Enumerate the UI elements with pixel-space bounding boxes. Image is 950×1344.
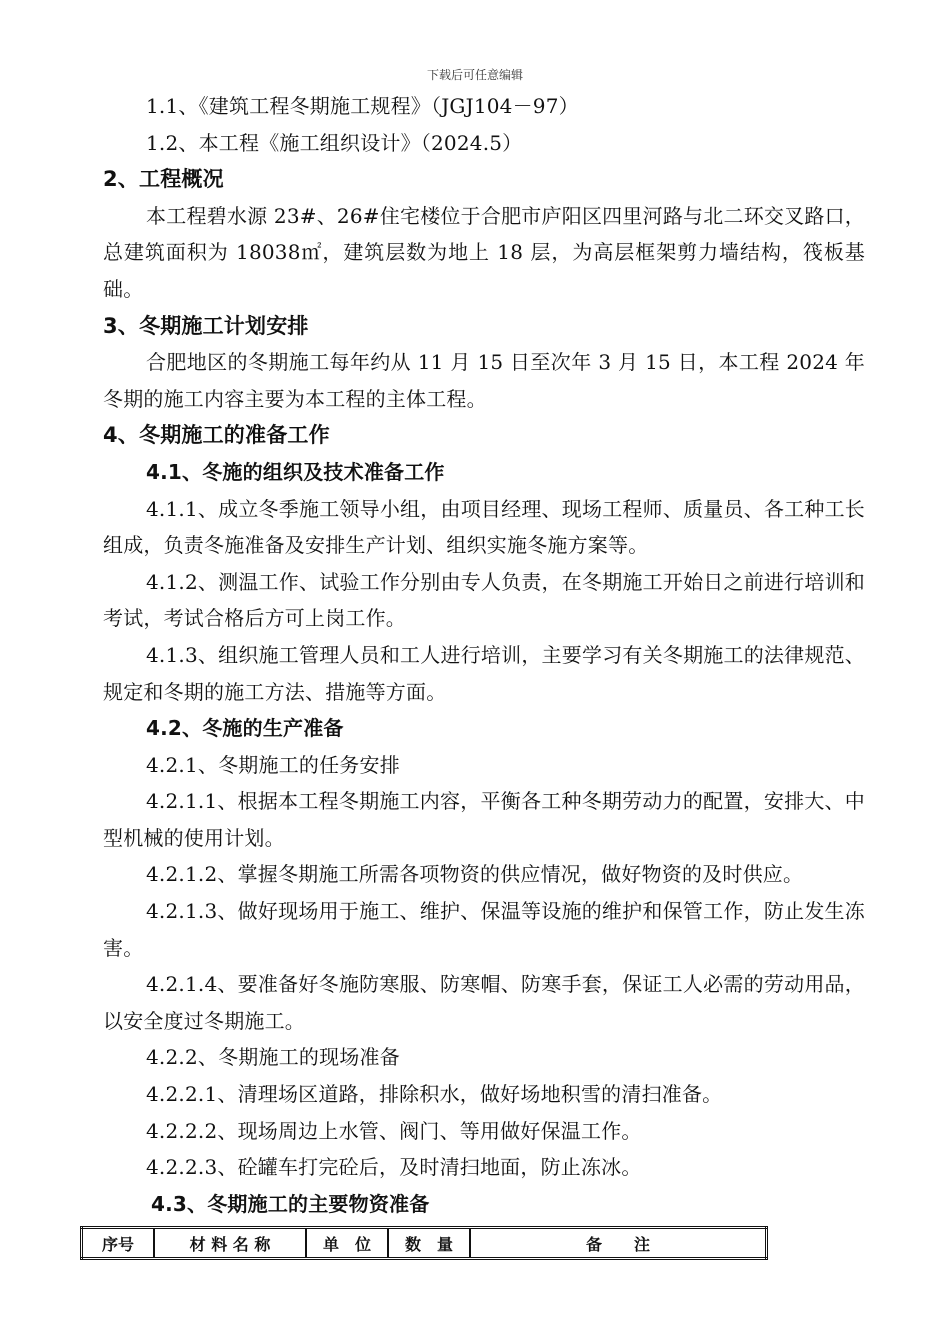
header-serial-number: 序号	[82, 1228, 155, 1259]
header-quantity: 数 量	[388, 1228, 470, 1259]
page-header: 下载后可任意编辑	[426, 68, 523, 82]
section-4-1-title: 4.1、冬施的组织及技术准备工作	[146, 459, 445, 484]
section-2-title: 2、工程概况	[103, 167, 224, 192]
reference-1-2: 1.2、本工程《施工组织设计》（2024.5）	[146, 130, 523, 155]
paragraph-4-2-2-3: 4.2.2.3、砼罐车打完砼后，及时清扫地面，防止冻冰。	[146, 1155, 642, 1180]
paragraph-4-2-1-3: 4.2.1.3、做好现场用于施工、维护、保温等设施的维护和保管工作，防止发生冻害。	[103, 899, 865, 960]
reference-1-1: 1.1、《建筑工程冬期施工规程》（JGJ104－97）	[146, 94, 579, 118]
paragraph-4-1-1: 4.1.1、成立冬季施工领导小组，由项目经理、现场工程师、质量员、各工种工长组成，负责冬施准备及安排生产计划、组织实施冬施方案等。	[103, 496, 865, 558]
table-header-row	[82, 1228, 767, 1259]
section-4-3-title: 4.3、冬期施工的主要物资准备	[151, 1191, 430, 1216]
header-material-name: 材 料 名 称	[154, 1228, 306, 1259]
section-2-paragraph: 本工程碧水源 23#、26#住宅楼位于合肥市庐阳区四里河路与北二环交叉路口，总建筑面积为 18038㎡，建筑层数为地上 18 层，为高层框架剪力墙结构，筏板基础。	[103, 203, 865, 301]
header-remarks: 备 注	[470, 1228, 767, 1259]
paragraph-4-1-3: 4.1.3、组织施工管理人员和工人进行培训，主要学习有关冬期施工的法律规范、规定和冬期的施工方法、措施等方面。	[103, 642, 865, 704]
paragraph-4-2-1-2: 4.2.1.2、掌握冬期施工所需各项物资的供应情况，做好物资的及时供应。	[146, 862, 804, 887]
paragraph-4-2-2: 4.2.2、冬期施工的现场准备	[146, 1045, 400, 1070]
paragraph-4-2-1-1: 4.2.1.1、根据本工程冬期施工内容，平衡各工种冬期劳动力的配置，安排大、中型机械的使用计划。	[103, 789, 865, 850]
section-3-title: 3、冬期施工计划安排	[103, 313, 309, 338]
section-4-2-title: 4.2、冬施的生产准备	[146, 716, 344, 741]
header-unit: 单 位	[306, 1228, 388, 1259]
paragraph-4-2-2-2: 4.2.2.2、现场周边上水管、阀门、等用做好保温工作。	[146, 1118, 642, 1143]
paragraph-4-2-1: 4.2.1、冬期施工的任务安排	[146, 752, 400, 777]
paragraph-4-1-2: 4.1.2、测温工作、试验工作分别由专人负责，在冬期施工开始日之前进行培训和考试，考试合格后方可上岗工作。	[103, 569, 865, 631]
materials-table	[80, 1226, 768, 1260]
materials-table-wrapper	[80, 1226, 768, 1260]
paragraph-4-2-1-4: 4.2.1.4、要准备好冬施防寒服、防寒帽、防寒手套，保证工人必需的劳动用品，以安全度过冬期施工。	[103, 972, 865, 1033]
section-4-title: 4、冬期施工的准备工作	[103, 423, 330, 448]
paragraph-4-2-2-1: 4.2.2.1、清理场区道路，排除积水，做好场地积雪的清扫准备。	[146, 1082, 723, 1107]
document-body	[103, 88, 893, 1222]
section-3-paragraph: 合肥地区的冬期施工每年约从 11 月 15 日至次年 3 月 15 日，本工程 2024 年冬期的施工内容主要为本工程的主体工程。	[103, 350, 865, 411]
